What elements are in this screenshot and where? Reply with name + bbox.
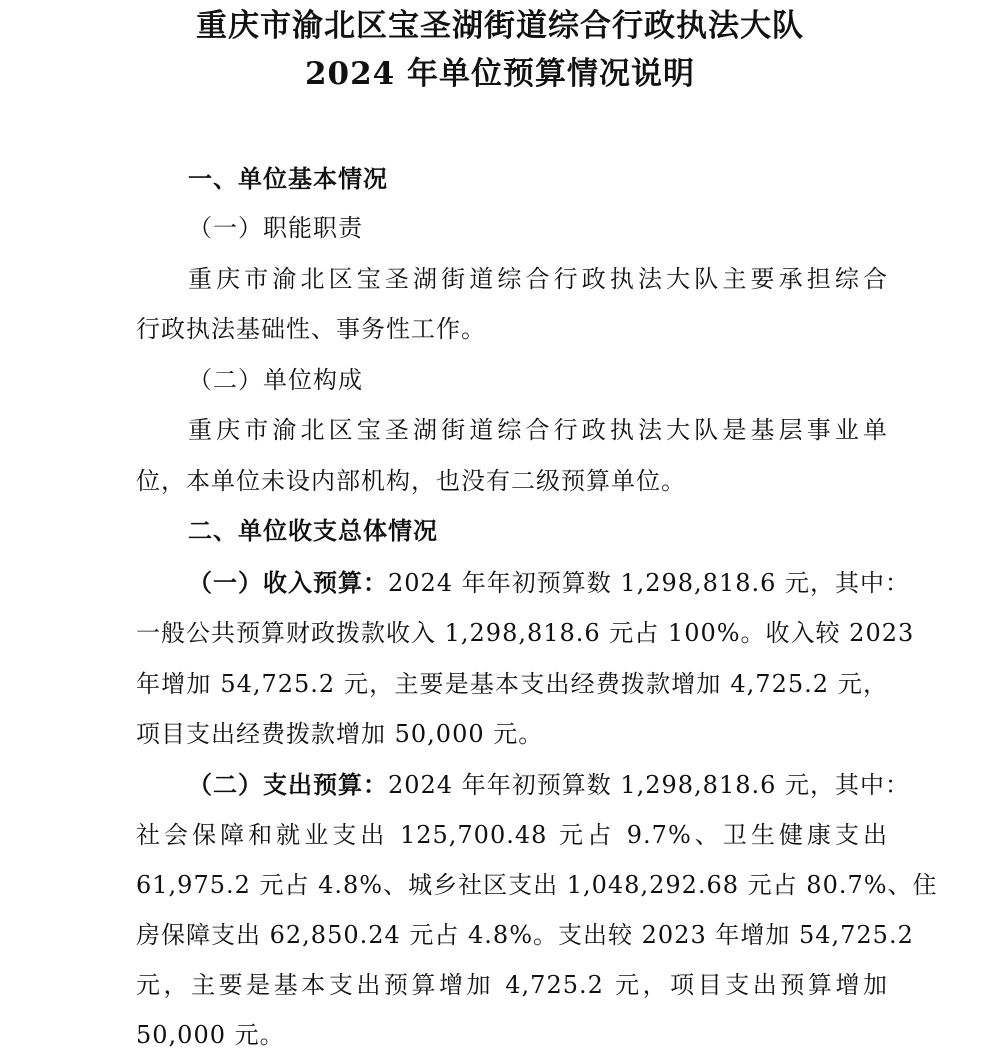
document-title-line-2: 2024 年单位预算情况说明 xyxy=(304,56,696,92)
income-budget-text: 2024 年年初预算数 1,298,818.6 元，其中： xyxy=(388,569,911,597)
subsection-1-2-heading: （二）单位构成 xyxy=(188,366,363,394)
income-budget-label: （一）收入预算： xyxy=(188,568,388,597)
section-2-heading: 二、单位收支总体情况 xyxy=(188,516,438,545)
paragraph-line: 年增加 54,725.2 元，主要是基本支出经费拨款增加 4,725.2 元， xyxy=(136,670,888,698)
paragraph-line: 一般公共预算财政拨款收入 1,298,818.6 元占 100%。收入较 2023 xyxy=(136,619,915,647)
subsection-1-1-heading: （一）职能职责 xyxy=(188,214,363,242)
paragraph-line: 61,975.2 元占 4.8%、城乡社区支出 1,048,292.68 元占 80.7%、住 xyxy=(136,871,938,899)
document-title-line-1: 重庆市渝北区宝圣湖街道综合行政执法大队 xyxy=(196,8,804,44)
paragraph-line: 房保障支出 62,850.24 元占 4.8%。支出较 2023 年增加 54,725.2 xyxy=(136,921,914,949)
section-1-heading: 一、单位基本情况 xyxy=(188,164,388,193)
expense-budget-label: （二）支出预算： xyxy=(188,770,388,799)
paragraph-line: 项目支出经费拨款增加 50,000 元。 xyxy=(136,720,544,748)
paragraph-line: 元，主要是基本支出预算增加 4,725.2 元，项目支出预算增加 xyxy=(136,971,888,999)
paragraph-line: 重庆市渝北区宝圣湖街道综合行政执法大队主要承担综合 xyxy=(188,265,888,293)
paragraph-line: 重庆市渝北区宝圣湖街道综合行政执法大队是基层事业单 xyxy=(188,416,888,444)
income-budget-line-1 xyxy=(188,566,910,600)
paragraph-line: 50,000 元。 xyxy=(136,1021,285,1049)
expense-budget-text: 2024 年年初预算数 1,298,818.6 元，其中： xyxy=(388,771,911,799)
paragraph-line: 行政执法基础性、事务性工作。 xyxy=(136,315,486,343)
expense-budget-line-1 xyxy=(188,768,910,802)
paragraph-line: 社会保障和就业支出 125,700.48 元占 9.7%、卫生健康支出 xyxy=(136,821,888,849)
paragraph-line: 位，本单位未设内部机构，也没有二级预算单位。 xyxy=(136,467,686,495)
